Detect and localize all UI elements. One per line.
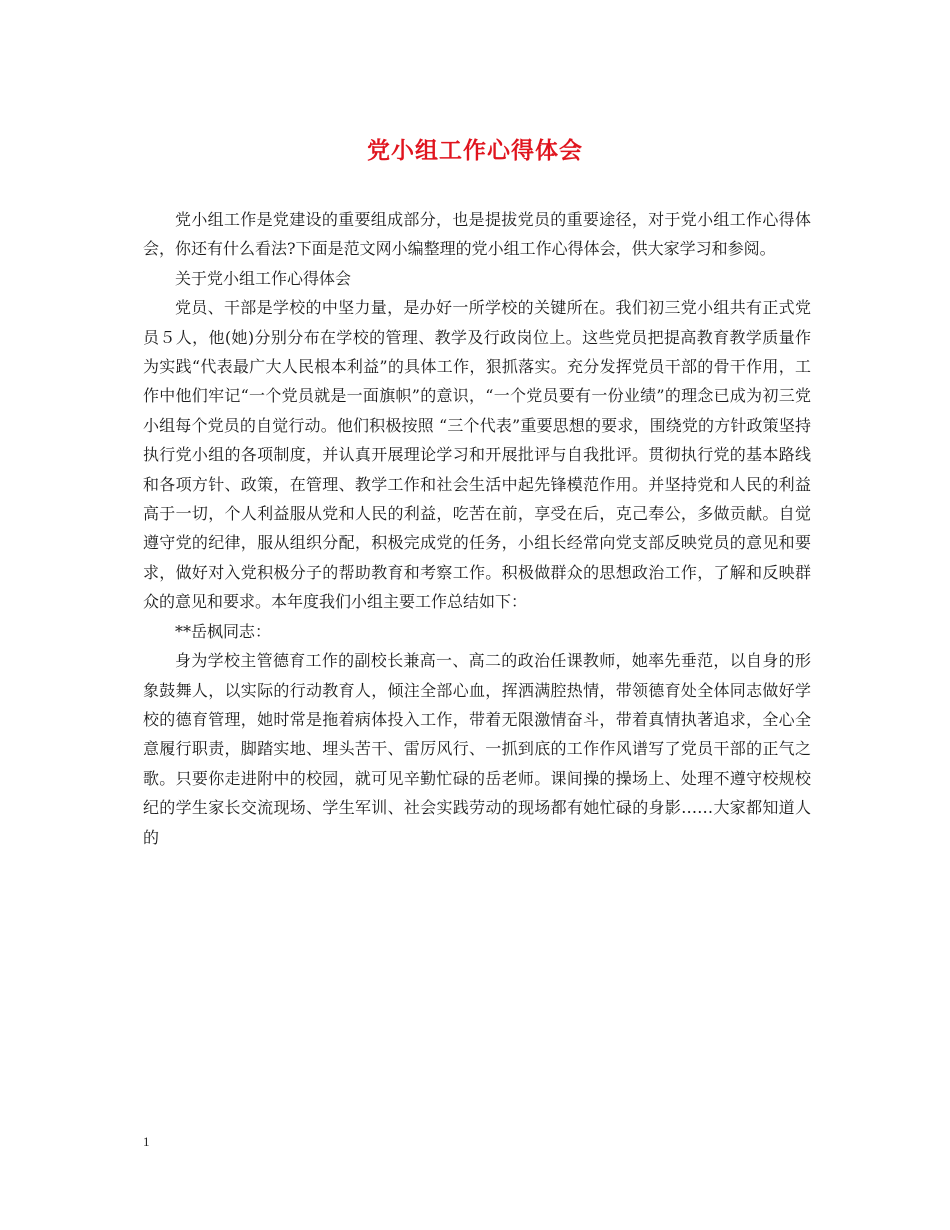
section-heading: 关于党小组工作心得体会 xyxy=(175,268,352,288)
page-number: 1 xyxy=(143,1134,150,1149)
body-paragraph: 党员、干部是学校的中坚力量，是办好一所学校的关键所在。我们初三党小组共有正式党员５人，他(她)分别分布在学校的管理、教学及行政岗位上。这些党员把提高教育教学质量作为实践“代表最广大人民根本利益”的具体工作，狠抓落实。充分发挥党员干部的骨干作用，工作中他们牢记“一个党员就是一面旗帜”的意识，“一个党员要有一份业绩”的理念已成为初三党小组每个党员的自觉行动。他们积极按照 “三个代表”重要思想的要求，围绕党的方针政策坚持执行党小组的各项制度，并认真开展理论学习和开展批评与自我批评。贯彻执行党的基本路线和各项方针、政策，在管理、教学工作和社会生活中起先锋模范作用。并坚持党和人民的利益高于一切，个人利益服从党和人民的利益，吃苦在前，享受在后，克己奉公，多做贡献。自觉遵守党的纪律，服从组织分配，积极完成党的任务，小组长经常向党支部反映党员的意见和要求，做好对入党积极分子的帮助教育和考察工作。积极做群众的思想政治工作，了解和反映群众的意见和要求。本年度我们小组主要工作总结如下： xyxy=(143,298,811,612)
body-paragraph: 身为学校主管德育工作的副校长兼高一、高二的政治任课教师，她率先垂范，以自身的形象鼓舞人，以实际的行动教育人，倾注全部心血，挥洒满腔热情，带领德育处全体同志做好学校的德育管理，她时常是拖着病体投入工作，带着无限激情奋斗，带着真情执著追求，全心全意履行职责，脚踏实地、埋头苦干、雷厉风行、一抓到底的工作作风谱写了党员干部的正气之歌。只要你走进附中的校园，就可见辛勤忙碌的岳老师。课间操的操场上、处理不遵守校规校纪的学生家长交流现场、学生军训、社会实践劳动的现场都有她忙碌的身影……大家都知道人的 xyxy=(143,651,811,847)
document-body xyxy=(143,205,811,852)
intro-paragraph: 党小组工作是党建设的重要组成部分，也是提拔党员的重要途径，对于党小组工作心得体会，你还有什么看法?下面是范文网小编整理的党小组工作心得体会，供大家学习和参阅。 xyxy=(143,210,811,259)
document-title: 党小组工作心得体会 xyxy=(367,137,583,164)
person-heading: **岳枫同志： xyxy=(175,621,272,641)
